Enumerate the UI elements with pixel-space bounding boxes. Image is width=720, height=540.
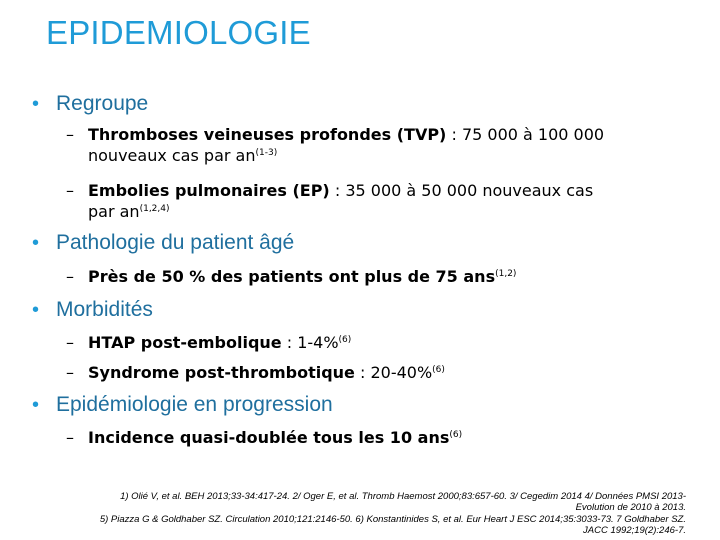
dash-icon: – bbox=[66, 181, 74, 200]
bullet-label: Morbidités bbox=[56, 298, 153, 321]
sub-item-bold: Près de 50 % des patients ont plus de 75 ans bbox=[88, 267, 496, 286]
sub-item-bold: HTAP post-embolique bbox=[88, 333, 282, 352]
sub-item-bold: Thromboses veineuses profondes (TVP) bbox=[88, 125, 447, 144]
bullet-dot-icon: • bbox=[32, 232, 40, 254]
sub-item-ref: (6) bbox=[338, 335, 352, 345]
sub-item-text: : 75 000 à 100 000 nouveaux cas par an bbox=[88, 125, 605, 165]
dash-icon: – bbox=[66, 333, 74, 352]
bullet-dot-icon: • bbox=[32, 394, 40, 416]
sub-item-incidence bbox=[66, 427, 618, 448]
dash-icon: – bbox=[66, 428, 74, 447]
bullet-dot-icon: • bbox=[32, 299, 40, 321]
sub-item-text: : 1-4% bbox=[281, 333, 339, 352]
sub-item-text: : 35 000 à 50 000 nouveaux cas par an bbox=[88, 181, 594, 221]
dash-icon: – bbox=[66, 363, 74, 382]
bullet-label: Epidémiologie en progression bbox=[56, 393, 333, 416]
sub-item-htap bbox=[66, 332, 618, 353]
sub-item-ref: (1-3) bbox=[255, 148, 278, 158]
bullet-regroupe bbox=[32, 92, 148, 116]
sub-item-ref: (1,2,4) bbox=[139, 204, 170, 214]
reference-line: JACC 1992;19(2):246-7. bbox=[583, 525, 686, 537]
reference-line: 5) Piazza G & Goldhaber SZ. Circulation 2010;121:2146-50. 6) Konstantinides S, et al. Eur Heart J ESC 2014;35:3033-73. 7 Goldhaber SZ. bbox=[99, 513, 686, 525]
sub-item-ep bbox=[66, 180, 618, 222]
bullet-label: Pathologie du patient âgé bbox=[56, 231, 295, 254]
dash-icon: – bbox=[66, 125, 74, 144]
dash-icon: – bbox=[66, 267, 74, 286]
bullet-progression bbox=[32, 393, 333, 417]
references bbox=[40, 491, 686, 537]
reference-line: 1) Olié V, et al. BEH 2013;33-34:417-24. 2/ Oger E, et al. Thromb Haemost 2000;83:657-60. 3/ Cegedim 2014 4/ Données PMSI 2013- bbox=[120, 491, 686, 502]
sub-item-ref: (1,2) bbox=[495, 269, 517, 279]
reference-line: Evolution de 2010 à 2013. bbox=[575, 502, 686, 514]
bullet-pathologie bbox=[32, 231, 294, 255]
sub-item-bold: Incidence quasi-doublée tous les 10 ans bbox=[88, 428, 450, 447]
sub-item-ref: (6) bbox=[432, 365, 445, 375]
sub-item-spt bbox=[66, 362, 618, 383]
page-title: EPIDEMIOLOGIE bbox=[46, 14, 311, 51]
sub-item-bold: Syndrome post-thrombotique bbox=[88, 363, 355, 382]
sub-item-text: : 20-40% bbox=[354, 363, 433, 382]
bullet-morbidites bbox=[32, 298, 153, 322]
sub-item-tvp bbox=[66, 124, 618, 166]
bullet-label: Regroupe bbox=[56, 92, 149, 115]
bullet-dot-icon: • bbox=[32, 93, 40, 115]
sub-item-age bbox=[66, 266, 618, 287]
sub-item-ref: (6) bbox=[449, 430, 463, 440]
sub-item-bold: Embolies pulmonaires (EP) bbox=[88, 181, 330, 200]
